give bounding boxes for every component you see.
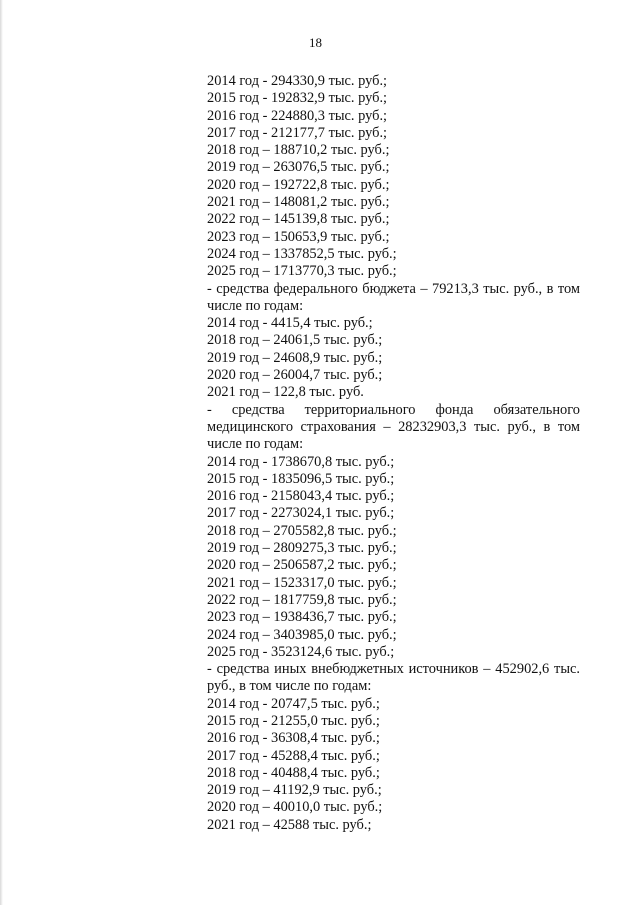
funding-text: [207, 73, 587, 834]
year-line: 2018 год - 40488,4 тыс. руб.;: [207, 764, 380, 781]
year-line: 2022 год – 145139,8 тыс. руб.;: [207, 211, 390, 228]
year-line: 2024 год – 1337852,5 тыс. руб.;: [207, 245, 397, 262]
year-line: 2018 год – 188710,2 тыс. руб.;: [207, 142, 390, 159]
year-line: 2014 год - 20747,5 тыс. руб.;: [207, 695, 380, 712]
year-line: 2017 год - 45288,4 тыс. руб.;: [207, 747, 380, 764]
year-line: 2014 год - 294330,9 тыс. руб.;: [207, 73, 388, 89]
year-line: 2019 год – 41192,9 тыс. руб.;: [207, 782, 382, 799]
year-line: 2021 год – 1523317,0 тыс. руб.;: [207, 574, 397, 591]
year-line: 2025 год - 3523124,6 тыс. руб.;: [207, 643, 395, 660]
year-line: 2019 год – 24608,9 тыс. руб.;: [207, 349, 383, 366]
year-line: 2019 год – 2809275,3 тыс. руб.;: [207, 540, 397, 557]
year-line: 2021 год – 148081,2 тыс. руб.;: [207, 194, 390, 211]
other-sources-heading: - средства иных внебюджетных источников – 452902,6 тыс. руб., в том числе по годам:: [207, 661, 580, 695]
year-line: 2021 год – 42588 тыс. руб.;: [207, 816, 372, 833]
year-line: 2017 год - 2273024,1 тыс. руб.;: [207, 505, 395, 522]
year-line: 2018 год – 2705582,8 тыс. руб.;: [207, 522, 397, 539]
page-number: 18: [309, 35, 322, 50]
year-line: 2014 год - 1738670,8 тыс. руб.;: [207, 453, 395, 470]
year-line: 2014 год - 4415,4 тыс. руб.;: [207, 315, 373, 332]
year-line: 2015 год - 21255,0 тыс. руб.;: [207, 712, 380, 729]
year-line: 2020 год – 2506587,2 тыс. руб.;: [207, 557, 397, 574]
year-line: 2015 год - 1835096,5 тыс. руб.;: [207, 470, 395, 487]
year-line: 2024 год – 3403985,0 тыс. руб.;: [207, 626, 397, 643]
year-line: 2023 год – 1938436,7 тыс. руб.;: [207, 609, 397, 626]
tfoms-heading: - средства территориального фонда обязательного медицинского страхования – 28232903,3 тыс. руб., в том числе по годам:: [207, 401, 580, 453]
year-line: 2020 год – 26004,7 тыс. руб.;: [207, 367, 383, 384]
year-line: 2020 год – 40010,0 тыс. руб.;: [207, 799, 383, 816]
year-line: 2016 год - 36308,4 тыс. руб.;: [207, 730, 380, 747]
federal-budget-heading: - средства федерального бюджета – 79213,3 тыс. руб., в том числе по годам:: [207, 280, 580, 314]
year-line: 2025 год – 1713770,3 тыс. руб.;: [207, 263, 397, 280]
block-federal-by-year: [207, 315, 587, 401]
year-line: 2016 год - 2158043,4 тыс. руб.;: [207, 488, 395, 505]
year-line: 2021 год – 122,8 тыс. руб.: [207, 384, 364, 401]
block-total-by-year: [207, 73, 587, 281]
scan-edge: [0, 0, 3, 905]
year-line: 2020 год – 192722,8 тыс. руб.;: [207, 176, 390, 193]
year-line: 2018 год – 24061,5 тыс. руб.;: [207, 332, 383, 349]
year-line: 2019 год – 263076,5 тыс. руб.;: [207, 159, 390, 176]
year-line: 2022 год – 1817759,8 тыс. руб.;: [207, 591, 397, 608]
block-tfoms-by-year: [207, 454, 587, 662]
year-line: 2017 год - 212177,7 тыс. руб.;: [207, 124, 388, 141]
year-line: 2015 год - 192832,9 тыс. руб.;: [207, 90, 388, 107]
block-other-by-year: [207, 696, 587, 834]
year-line: 2023 год – 150653,9 тыс. руб.;: [207, 228, 390, 245]
year-line: 2016 год - 224880,3 тыс. руб.;: [207, 107, 388, 124]
